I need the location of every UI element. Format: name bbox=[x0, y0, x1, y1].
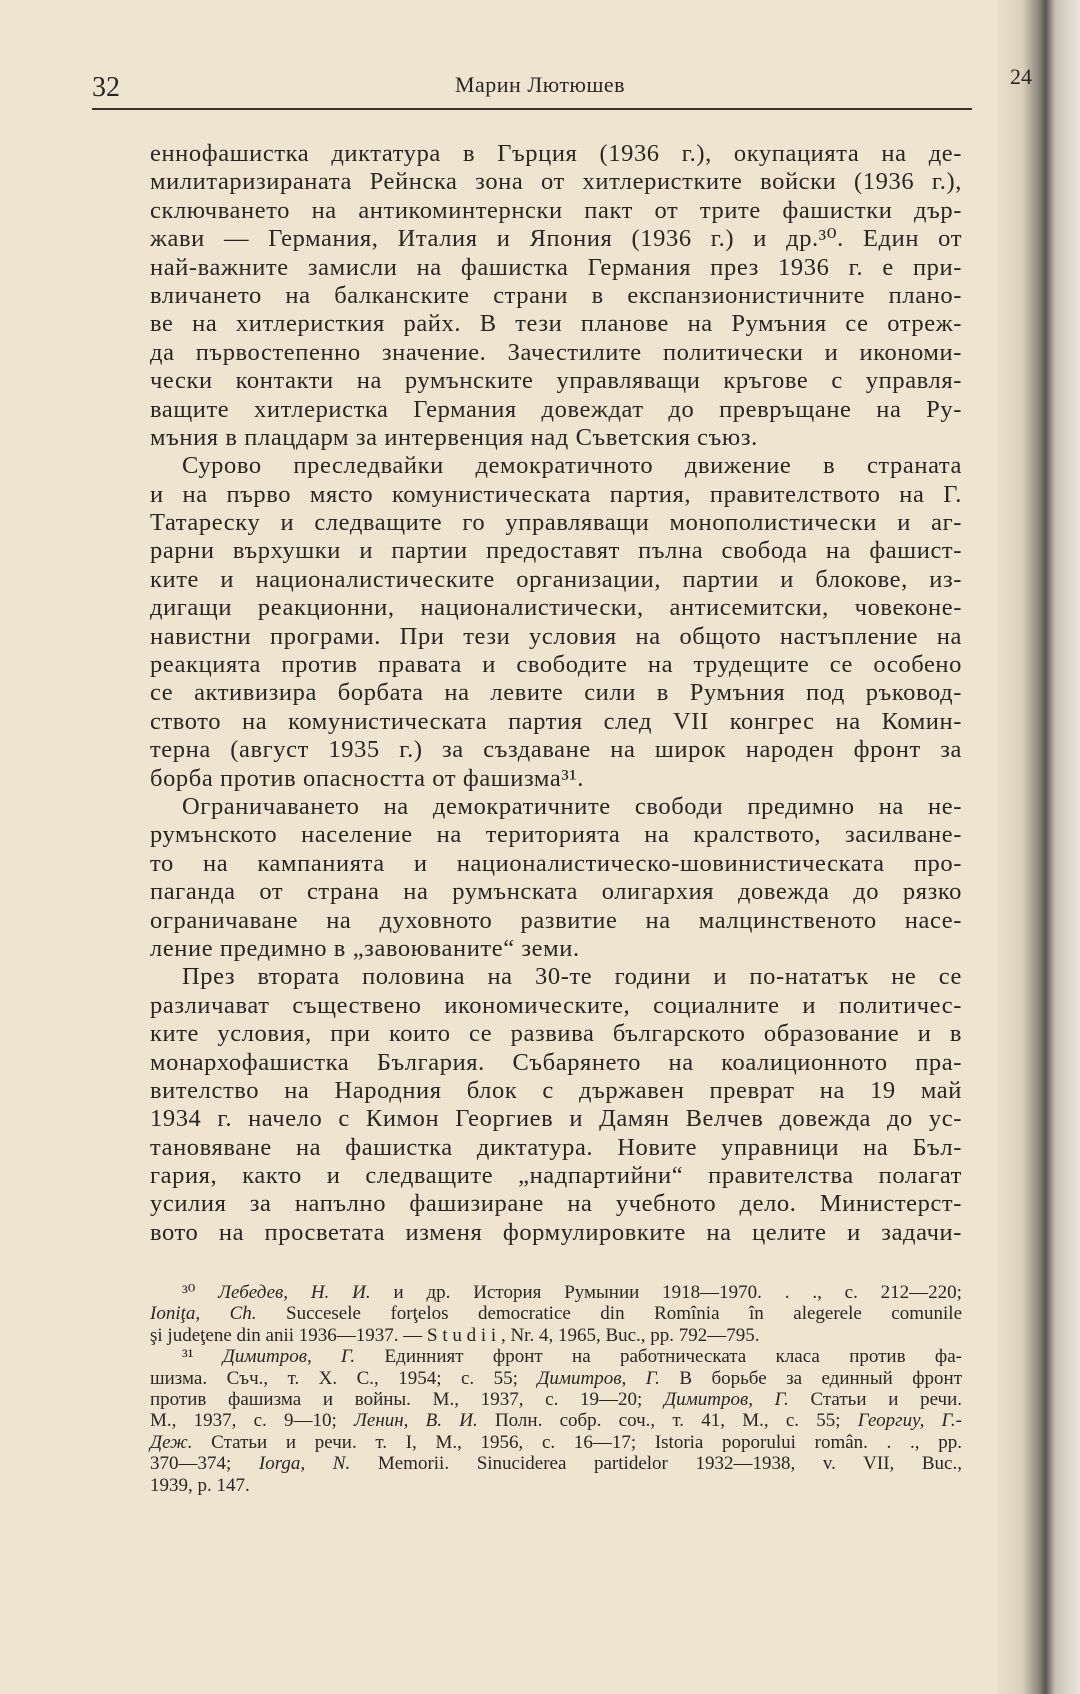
text-line: вличането на балканските страни в експанзионистичните плано- bbox=[150, 281, 962, 309]
footnote-author: Ioniţa, Ch. bbox=[150, 1303, 257, 1325]
page-edge-shadow bbox=[998, 0, 1080, 1694]
text-line: да първостепенно значение. Зачестилите политически и икономи- bbox=[150, 338, 962, 366]
footnote-line bbox=[150, 1368, 962, 1389]
footnote-line bbox=[150, 1282, 962, 1303]
footnote-line bbox=[150, 1453, 962, 1474]
header-rule bbox=[92, 108, 972, 110]
text-line: мъния в плацдарм за интервенция над Съветския съюз. bbox=[150, 423, 758, 451]
running-header-author: Марин Лютюшев bbox=[454, 72, 626, 97]
footnote-text: Статьи и речи. bbox=[788, 1388, 963, 1410]
footnote-author: Iorga, N. bbox=[258, 1453, 351, 1475]
footnote-author: Димитров, Г. bbox=[537, 1367, 660, 1389]
text-line: Ограничаването на демократичните свободи предимно на не- bbox=[182, 792, 962, 820]
text-line: борба против опасността от фашизма³¹. bbox=[150, 764, 584, 792]
text-line: паганда от страна на румънската олигархия довежда до рязко bbox=[150, 878, 962, 906]
text-line: то на кампанията и националистическо-шовинистическата про- bbox=[150, 849, 962, 877]
footnote-author: Деж. bbox=[150, 1431, 193, 1453]
text-line: жави — Германия, Италия и Япония (1936 г.) и др.³⁰. Един от bbox=[150, 225, 962, 253]
footnote-text: В борьбе за единный фронт bbox=[659, 1367, 962, 1389]
text-line: най-важните замисли на фашистка Германия през 1936 г. е при- bbox=[150, 253, 962, 281]
footnote-text: şi judeţene din anii 1936—1937. — S t u d i i , Nr. 4, 1965, Buc., pp. 792—795. bbox=[150, 1324, 760, 1346]
text-line: Сурово преследвайки демократичното движение в страната bbox=[182, 452, 962, 480]
text-line: гария, както и следващите „надпартийни“ правителства полагат bbox=[150, 1162, 962, 1190]
footnote-text: Полн. собр. соч., т. 41, М., с. 55; bbox=[477, 1410, 858, 1432]
text-line: вото на просветата изменя формулировките на целите и задачи- bbox=[150, 1218, 962, 1246]
text-line: ве на хитлеристкия райх. В тези планове на Румъния се отреж- bbox=[150, 310, 962, 338]
footnote-text: ³⁰ bbox=[182, 1282, 219, 1303]
text-line: се активизира борбата на левите сили в Румъния под ръковод- bbox=[150, 679, 962, 707]
text-line: еннофашистка диктатура в Гърция (1936 г.), окупацията на де- bbox=[150, 140, 962, 167]
text-line: ките и националистическите организации, партии и блокове, из- bbox=[150, 565, 962, 593]
footnote-text: Memorii. Sinuciderea partidelor 1932—1938, v. VII, Buc., bbox=[350, 1453, 962, 1475]
text-line: Татареску и следващите го управляващи монополистически и аг- bbox=[150, 509, 962, 537]
footnote-line bbox=[150, 1475, 962, 1496]
footnote-text: М., 1937, с. 9—10; bbox=[150, 1410, 355, 1432]
footnote-author: Лебедев, Н. И. bbox=[218, 1282, 371, 1303]
footnote-line bbox=[150, 1389, 962, 1410]
text-line: 1934 г. начело с Кимон Георгиев и Дамян Велчев довежда до ус- bbox=[150, 1105, 962, 1133]
text-line: милитаризираната Рейнска зона от хитлеристките войски (1936 г.), bbox=[150, 168, 962, 196]
footnote-text: Статьи и речи. т. I, М., 1956, с. 16—17; Istoria poporului român. . ., pp. bbox=[192, 1431, 962, 1453]
stamp-number: 24 bbox=[1010, 64, 1032, 89]
footnote-author: Димитров, Г. bbox=[222, 1346, 356, 1368]
text-line: навистни програми. При тези условия на общото настъпление на bbox=[150, 622, 962, 650]
text-line: румънското население на територията на кралството, засилване- bbox=[150, 821, 962, 849]
footnote-text: шизма. Съч., т. X. С., 1954; с. 55; bbox=[150, 1367, 538, 1389]
footnote-line bbox=[150, 1325, 962, 1346]
footnote-line bbox=[150, 1410, 962, 1431]
footnote-author: Ленин, В. И. bbox=[354, 1410, 478, 1432]
text-line: реакцията против правата и свободите на трудещите се особено bbox=[150, 651, 962, 679]
text-line: През втората половина на 30-те години и по-нататък не се bbox=[182, 963, 962, 991]
text-line: ограничаване на духовното развитие на малцинственото насе- bbox=[150, 906, 962, 934]
footnote-author: Димитров, Г. bbox=[664, 1388, 789, 1410]
footnote-text: и др. История Румынии 1918—1970. . ., с. 212—220; bbox=[370, 1282, 962, 1303]
page-number: 32 bbox=[92, 72, 120, 103]
footnote-line bbox=[150, 1432, 962, 1453]
text-line: рарни върхушки и партии предоставят пълна свобода на фашист- bbox=[150, 537, 962, 565]
text-line: ващите хитлеристка Германия довеждат до превръщане на Ру- bbox=[150, 395, 962, 423]
text-line: усилия за напълно фашизиране на учебното дело. Министерст- bbox=[150, 1190, 962, 1218]
text-line: и на първо място комунистическата партия, правителството на Г. bbox=[150, 480, 962, 508]
text-line: чески контакти на румънските управляващи кръгове с управля- bbox=[150, 367, 962, 395]
footnote-text: Единният фронт на работническата класа против фа- bbox=[355, 1346, 962, 1368]
footnote-author: Георгиу, Г.- bbox=[857, 1410, 963, 1432]
body-text bbox=[150, 140, 962, 1247]
footnote-text: 1939, p. 147. bbox=[150, 1474, 250, 1496]
footnote-text: против фашизма и войны. М., 1937, с. 19—20; bbox=[150, 1388, 665, 1410]
footnote-text: ³¹ bbox=[182, 1346, 223, 1368]
footnote-text: 370—374; bbox=[150, 1453, 259, 1475]
footnote-line bbox=[150, 1303, 962, 1324]
text-line: вителство на Народния блок с държавен преврат на 19 май bbox=[150, 1076, 962, 1104]
text-line: терна (август 1935 г.) за създаване на широк народен фронт за bbox=[150, 736, 962, 764]
text-line: тановяване на фашистка диктатура. Новите управници на Бъл- bbox=[150, 1133, 962, 1161]
text-line: монархофашистка България. Събарянето на коалиционното пра- bbox=[150, 1048, 962, 1076]
footnotes bbox=[150, 1282, 962, 1496]
text-line: сключването на антикоминтернски пакт от трите фашистки дър- bbox=[150, 196, 962, 224]
footnote-line bbox=[150, 1346, 962, 1367]
text-line: ството на комунистическата партия след VII конгрес на Комин- bbox=[150, 707, 962, 735]
text-line: дигащи реакционни, националистически, антисемитски, човеконе- bbox=[150, 594, 962, 622]
footnote-text: Succesele forţelos democratice din Romînia în alegerele comunile bbox=[256, 1303, 963, 1325]
text-line: различават съществено икономическите, социалните и политичес- bbox=[150, 991, 962, 1019]
text-line: ление предимно в „завоюваните“ земи. bbox=[150, 934, 580, 962]
text-line: ките условия, при които се развива българското образование и в bbox=[150, 1020, 962, 1048]
